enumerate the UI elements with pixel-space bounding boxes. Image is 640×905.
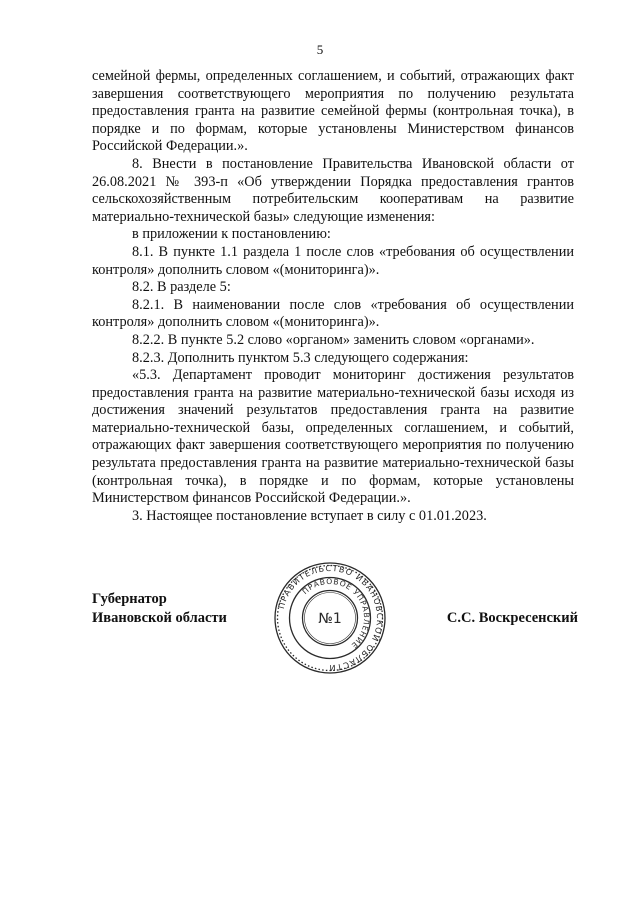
paragraph: 8.2. В разделе 5: [132, 279, 231, 296]
paragraph: в приложении к постановлению: [132, 226, 331, 243]
page-number: 5 [316, 42, 324, 57]
signatory-position-line1: Губернатор [92, 591, 167, 607]
signatory-position [92, 590, 227, 628]
paragraph: 8.1. В пункте 1.1 раздела 1 после слов «требования об осуществлении контроля» дополнить словом «(мониторинга)». [92, 243, 574, 278]
seal-center-text: №1 [318, 611, 342, 627]
paragraph: «5.3. Департамент проводит мониторинг достижения результатов предоставления гранта на развитие материально-технической базы исходя из достижения значений результатов предоставления гранта на развитие материально-технической базы, определенных соглашением, и событий, отражающих факт завершения соответствующего мероприятия по получению результата предоставления гранта на развитие материально-технической базы (контрольная точка), в порядке и по формам, которые установлены Министерством финансов Российской Федерации.». [92, 367, 574, 507]
paragraph: 8. Внести в постановление Правительства Ивановской области от 26.08.2021 № 393-п «Об утверждении Порядка предоставления грантов сельскохозяйственным потребительским кооперативам на развитие материально-технической базы» следующие изменения: [92, 155, 574, 225]
seal-outer-text: ПРАВИТЕЛЬСТВО ИВАНОВСКОЙ ОБЛАСТИ [275, 562, 386, 674]
paragraph: 3. Настоящее постановление вступает в силу с 01.01.2023. [132, 507, 487, 524]
seal-inner-text: ПРАВОВОЕ УПРАВЛЕНИЕ [300, 576, 372, 651]
paragraph: 8.2.1. В наименовании после слов «требования об осуществлении контроля» дополнить словом «(мониторинга)». [92, 296, 574, 331]
signature-block [92, 562, 578, 710]
signatory-name: С.С. Воскресенский [446, 610, 578, 626]
signatory-position-line2: Ивановской области [92, 610, 227, 626]
paragraph: 8.2.2. В пункте 5.2 слово «органом» заменить словом «органами». [132, 331, 535, 348]
document-body [92, 68, 574, 525]
seal-stamp-graphic [272, 560, 388, 676]
official-seal [272, 560, 388, 676]
paragraph: 8.2.3. Дополнить пунктом 5.3 следующего содержания: [132, 349, 469, 366]
paragraph: семейной фермы, определенных соглашением, и событий, отражающих факт завершения соответствующего мероприятия по получению результата предоставления гранта на развитие семейной фермы (контрольная точка), в порядке и по формам, которые установлены Министерством финансов Российской Федерации.». [92, 68, 574, 155]
